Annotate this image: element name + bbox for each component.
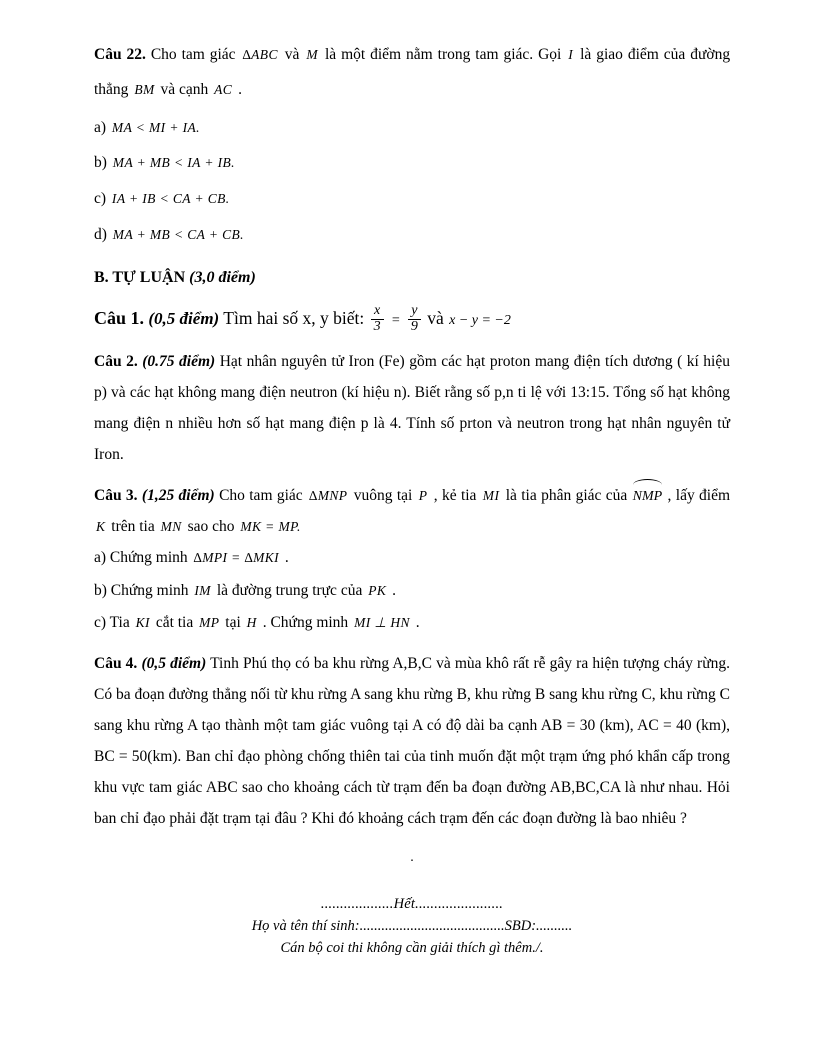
- question-4: [94, 648, 730, 834]
- question-3-text-1: Cho tam giác: [219, 487, 303, 505]
- question-3-math-5: K: [96, 519, 106, 535]
- question-22-text-2: và: [284, 46, 300, 63]
- question-2-label: Câu 2.: [94, 353, 138, 371]
- angle-nmp: NMP: [632, 483, 664, 511]
- section-b-title: B. TỰ LUẬN: [94, 269, 186, 287]
- question-4-body: Tinh Phú thọ có ba khu rừng A,B,C và mùa khô rất rễ gây ra hiện tượng cháy rừng. Có ba đoạn đường thẳng nối từ khu rừng A sang khu rừng B, khu rừng B sang khu rừng C, khu rừng C sang khu rừng A tạo thành một tam giác vuông tại A có độ dài ba cạnh AB = 30 (km), AC = 40 (km), BC = 50(km). Ban chỉ đạo phòng chống thiên tai của tinh muốn đặt một trạm ứng phó khẩn cấp trong khu vực tam giác ABC sao cho khoảng cách từ trạm đến ba đoạn đường AB,BC,CA là như nhau. Hỏi ban chỉ đạo phải đặt trạm tại đâu ? Khi đó khoảng cách trạm đến các đoạn đường là bao nhiêu ?: [94, 654, 730, 827]
- choice-c: [94, 181, 730, 217]
- question-3-math-1: ∆MNP: [309, 488, 348, 504]
- question-3-text-7: sao cho: [187, 518, 235, 536]
- question-3-part-c-mid-3: . Chứng minh: [262, 614, 349, 632]
- question-1-text-1: Tìm hai số x, y biết:: [223, 308, 365, 329]
- fraction-y-9: [408, 304, 421, 334]
- question-22-text-3: là một điểm nằm trong tam giác. Gọi: [324, 46, 562, 63]
- choice-a-expression: MA < MI + IA.: [111, 119, 200, 135]
- question-3-math-7: MK = MP.: [240, 519, 301, 535]
- question-3: [94, 480, 730, 542]
- question-3-text-4: là tia phân giác của: [505, 487, 628, 505]
- footer-candidate-line: Họ và tên thí sinh:........................................SBD:..........: [251, 918, 573, 935]
- question-3-text-2: vuông tại: [353, 487, 413, 505]
- question-22-text-5: đường thẳng: [94, 46, 731, 98]
- question-3-part-b: [94, 575, 730, 608]
- question-3-part-c-expression-2: MP: [199, 615, 220, 631]
- question-3-part-b-expression-2: PK: [368, 582, 387, 598]
- fraction-x-3: [371, 304, 384, 334]
- question-22-math-4: BM: [134, 81, 155, 97]
- question-22-text-4: là giao điểm của: [580, 46, 686, 63]
- section-b-heading: [94, 262, 730, 294]
- choice-d: [94, 217, 730, 253]
- question-22-math-2: M: [306, 47, 319, 62]
- question-3-part-c-mid-2: tại: [225, 614, 241, 632]
- question-4-score: (0,5 điểm): [141, 654, 207, 672]
- fraction-x-3-denominator: 3: [371, 319, 384, 335]
- trailing-dot: .: [410, 849, 414, 865]
- question-22-text-7: .: [238, 80, 242, 98]
- question-1-score: (0,5 điểm): [148, 309, 220, 329]
- question-3-part-c-expression-3: H: [246, 615, 257, 631]
- fraction-x-3-numerator: x: [374, 303, 381, 319]
- choice-d-expression: MA + MB < CA + CB.: [112, 226, 244, 242]
- question-22-math-3: I: [568, 47, 574, 62]
- question-3-part-c-marker: c) Tia: [94, 614, 130, 632]
- question-2: [94, 346, 730, 470]
- question-2-score: (0.75 điểm): [142, 353, 216, 371]
- question-3-part-a-expression: ∆MPI = ∆MKI: [193, 550, 280, 566]
- question-4-label: Câu 4.: [94, 654, 138, 672]
- section-b-score: (3,0 điểm): [189, 269, 256, 287]
- question-3-score: (1,25 điểm): [141, 487, 215, 505]
- choice-c-expression: IA + IB < CA + CB.: [111, 191, 230, 207]
- question-3-math-3: MI: [482, 488, 500, 504]
- choice-c-marker: c): [94, 190, 107, 208]
- fraction-y-9-numerator: y: [411, 303, 418, 319]
- footer-proctor-note: Cán bộ coi thi không cần giải thích gì thêm./.: [280, 940, 544, 957]
- footer-end-marker: ...................Hết.......................: [320, 895, 504, 912]
- question-22-text-6: và cạnh: [160, 80, 209, 98]
- choice-a-marker: a): [94, 118, 107, 136]
- page-footer: [94, 893, 730, 960]
- question-3-part-b-mid: là đường trung trực của: [216, 581, 363, 599]
- question-3-label: Câu 3.: [94, 487, 138, 505]
- question-3-text-6: trên tia: [111, 518, 155, 536]
- question-22-text-1: Cho tam giác: [150, 46, 236, 63]
- question-1-expression: x − y = −2: [449, 313, 511, 329]
- question-3-text-3: , kẻ tia: [433, 487, 477, 505]
- question-22-math-5: AC: [214, 81, 233, 97]
- equals-sign: =: [391, 313, 401, 329]
- question-3-part-c-expression-1: KI: [135, 615, 150, 631]
- choice-b-marker: b): [94, 154, 107, 172]
- question-3-text-5: , lấy điểm: [667, 487, 731, 505]
- question-2-body: Hạt nhân nguyên tử Iron (Fe) gồm các hạt proton mang điện tích dương ( kí hiệu p) và các hạt không mang điện neutron (kí hiệu n). Biết rằng số p,n ti lệ với 13:15. Tổng số hạt không mang điện n nhiều hơn số hạt mang điện p là 4. Tính số prton và neutron trong hạt nhân nguyên tử Iron.: [94, 353, 730, 464]
- question-22-math-1: ∆ABC: [242, 47, 278, 62]
- question-3-part-a: [94, 542, 730, 575]
- question-1-label: Câu 1.: [94, 308, 145, 329]
- choice-b-expression: MA + MB < IA + IB.: [112, 155, 235, 171]
- fraction-y-9-denominator: 9: [408, 319, 421, 335]
- question-3-math-6: MN: [160, 519, 182, 535]
- question-3-part-c: [94, 607, 730, 640]
- question-22-label: Câu 22.: [94, 46, 146, 63]
- question-1-text-2: và: [427, 308, 444, 329]
- question-3-part-a-marker: a) Chứng minh: [94, 549, 188, 567]
- question-3-part-b-marker: b) Chứng minh: [94, 581, 189, 599]
- choice-a: [94, 110, 730, 146]
- question-3-part-c-tail: .: [415, 614, 420, 632]
- question-1: [94, 300, 730, 338]
- choice-d-marker: d): [94, 225, 107, 243]
- question-3-math-2: P: [418, 488, 428, 504]
- question-22-statement: [94, 38, 730, 108]
- question-3-part-b-tail: .: [392, 581, 397, 599]
- question-3-part-a-tail: .: [284, 549, 289, 567]
- question-3-part-c-expression-4: MI ⊥ HN: [354, 615, 410, 631]
- choice-b: [94, 145, 730, 181]
- question-3-part-c-mid-1: cắt tia: [155, 614, 194, 632]
- question-3-part-b-expression-1: IM: [194, 582, 211, 598]
